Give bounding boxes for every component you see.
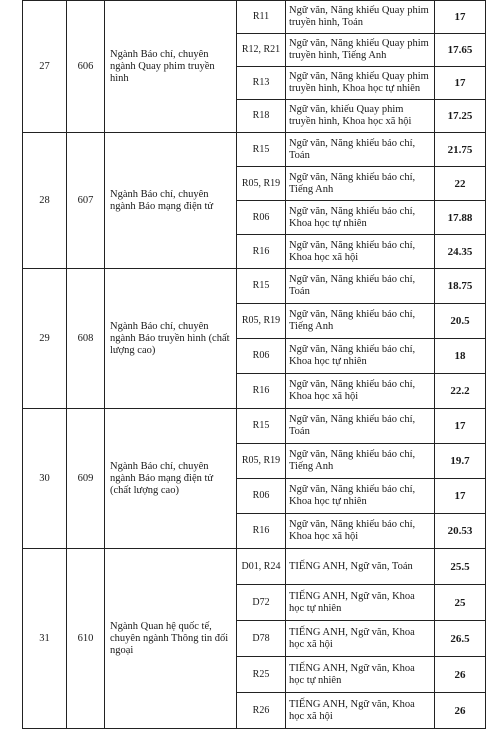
- row-number: 31: [23, 549, 67, 729]
- row-number: 30: [23, 409, 67, 549]
- major-code: 610: [67, 549, 105, 729]
- subject-combination: Ngữ văn, Năng khiếu báo chí, Khoa học xã hội: [286, 235, 435, 269]
- combination-code: D72: [237, 585, 286, 621]
- major-code: 609: [67, 409, 105, 549]
- subject-combination: TIẾNG ANH, Ngữ văn, Khoa học tự nhiên: [286, 657, 435, 693]
- cutoff-score: 25.5: [435, 549, 486, 585]
- subject-combination: Ngữ văn, Năng khiếu Quay phim truyền hình, Tiếng Anh: [286, 34, 435, 67]
- subject-combination: Ngữ văn, Năng khiếu báo chí, Tiếng Anh: [286, 304, 435, 339]
- combination-code: R06: [237, 339, 286, 374]
- major-code: 606: [67, 1, 105, 133]
- combination-code: D01, R24: [237, 549, 286, 585]
- combination-code: R16: [237, 374, 286, 409]
- cutoff-score: 17: [435, 67, 486, 100]
- cutoff-score: 19.7: [435, 444, 486, 479]
- cutoff-score: 26: [435, 693, 486, 729]
- cutoff-score: 17: [435, 1, 486, 34]
- combination-code: R11: [237, 1, 286, 34]
- combination-code: R05, R19: [237, 167, 286, 201]
- cutoff-score: 18: [435, 339, 486, 374]
- major-name: Ngành Báo chí, chuyên ngành Báo truyền hình (chất lượng cao): [105, 269, 237, 409]
- combination-code: R12, R21: [237, 34, 286, 67]
- combination-code: R05, R19: [237, 304, 286, 339]
- subject-combination: Ngữ văn, Năng khiếu Quay phim truyền hình, Khoa học tự nhiên: [286, 67, 435, 100]
- subject-combination: TIẾNG ANH, Ngữ văn, Toán: [286, 549, 435, 585]
- subject-combination: Ngữ văn, Năng khiếu báo chí, Khoa học tự nhiên: [286, 339, 435, 374]
- cutoff-score: 17: [435, 479, 486, 514]
- combination-code: R15: [237, 133, 286, 167]
- major-code: 608: [67, 269, 105, 409]
- major-name: Ngành Báo chí, chuyên ngành Báo mạng điện tử: [105, 133, 237, 269]
- combination-code: R26: [237, 693, 286, 729]
- row-number: 28: [23, 133, 67, 269]
- subject-combination: Ngữ văn, khiếu Quay phim truyền hình, Khoa học xã hội: [286, 100, 435, 133]
- table-row: [23, 133, 486, 167]
- subject-combination: Ngữ văn, Năng khiếu báo chí, Khoa học tự nhiên: [286, 201, 435, 235]
- combination-code: R18: [237, 100, 286, 133]
- admission-scores-table: [22, 0, 486, 729]
- combination-code: R05, R19: [237, 444, 286, 479]
- cutoff-score: 26.5: [435, 621, 486, 657]
- cutoff-score: 17: [435, 409, 486, 444]
- subject-combination: Ngữ văn, Năng khiếu báo chí, Khoa học xã hội: [286, 374, 435, 409]
- combination-code: R06: [237, 479, 286, 514]
- subject-combination: Ngữ văn, Năng khiếu báo chí, Toán: [286, 409, 435, 444]
- combination-code: R16: [237, 514, 286, 549]
- major-name: Ngành Báo chí, chuyên ngành Quay phim truyền hình: [105, 1, 237, 133]
- combination-code: R15: [237, 269, 286, 304]
- combination-code: D78: [237, 621, 286, 657]
- table-row: [23, 269, 486, 304]
- cutoff-score: 20.53: [435, 514, 486, 549]
- subject-combination: Ngữ văn, Năng khiếu Quay phim truyền hình, Toán: [286, 1, 435, 34]
- cutoff-score: 22: [435, 167, 486, 201]
- cutoff-score: 25: [435, 585, 486, 621]
- cutoff-score: 24.35: [435, 235, 486, 269]
- row-number: 29: [23, 269, 67, 409]
- cutoff-score: 17.88: [435, 201, 486, 235]
- major-code: 607: [67, 133, 105, 269]
- major-name: Ngành Báo chí, chuyên ngành Báo mạng điện tử (chất lượng cao): [105, 409, 237, 549]
- table-row: [23, 409, 486, 444]
- cutoff-score: 17.25: [435, 100, 486, 133]
- combination-code: R16: [237, 235, 286, 269]
- combination-code: R25: [237, 657, 286, 693]
- cutoff-score: 26: [435, 657, 486, 693]
- combination-code: R06: [237, 201, 286, 235]
- subject-combination: Ngữ văn, Năng khiếu báo chí, Tiếng Anh: [286, 444, 435, 479]
- subject-combination: Ngữ văn, Năng khiếu báo chí, Khoa học xã hội: [286, 514, 435, 549]
- cutoff-score: 18.75: [435, 269, 486, 304]
- subject-combination: Ngữ văn, Năng khiếu báo chí, Khoa học tự nhiên: [286, 479, 435, 514]
- table-row: [23, 1, 486, 34]
- table-row: [23, 549, 486, 585]
- subject-combination: Ngữ văn, Năng khiếu báo chí, Toán: [286, 269, 435, 304]
- row-number: 27: [23, 1, 67, 133]
- combination-code: R15: [237, 409, 286, 444]
- subject-combination: TIẾNG ANH, Ngữ văn, Khoa học xã hội: [286, 693, 435, 729]
- cutoff-score: 22.2: [435, 374, 486, 409]
- cutoff-score: 20.5: [435, 304, 486, 339]
- subject-combination: TIẾNG ANH, Ngữ văn, Khoa học tự nhiên: [286, 585, 435, 621]
- major-name: Ngành Quan hệ quốc tế, chuyên ngành Thông tin đối ngoại: [105, 549, 237, 729]
- subject-combination: Ngữ văn, Năng khiếu báo chí, Tiếng Anh: [286, 167, 435, 201]
- combination-code: R13: [237, 67, 286, 100]
- cutoff-score: 21.75: [435, 133, 486, 167]
- cutoff-score: 17.65: [435, 34, 486, 67]
- subject-combination: TIẾNG ANH, Ngữ văn, Khoa học xã hội: [286, 621, 435, 657]
- subject-combination: Ngữ văn, Năng khiếu báo chí, Toán: [286, 133, 435, 167]
